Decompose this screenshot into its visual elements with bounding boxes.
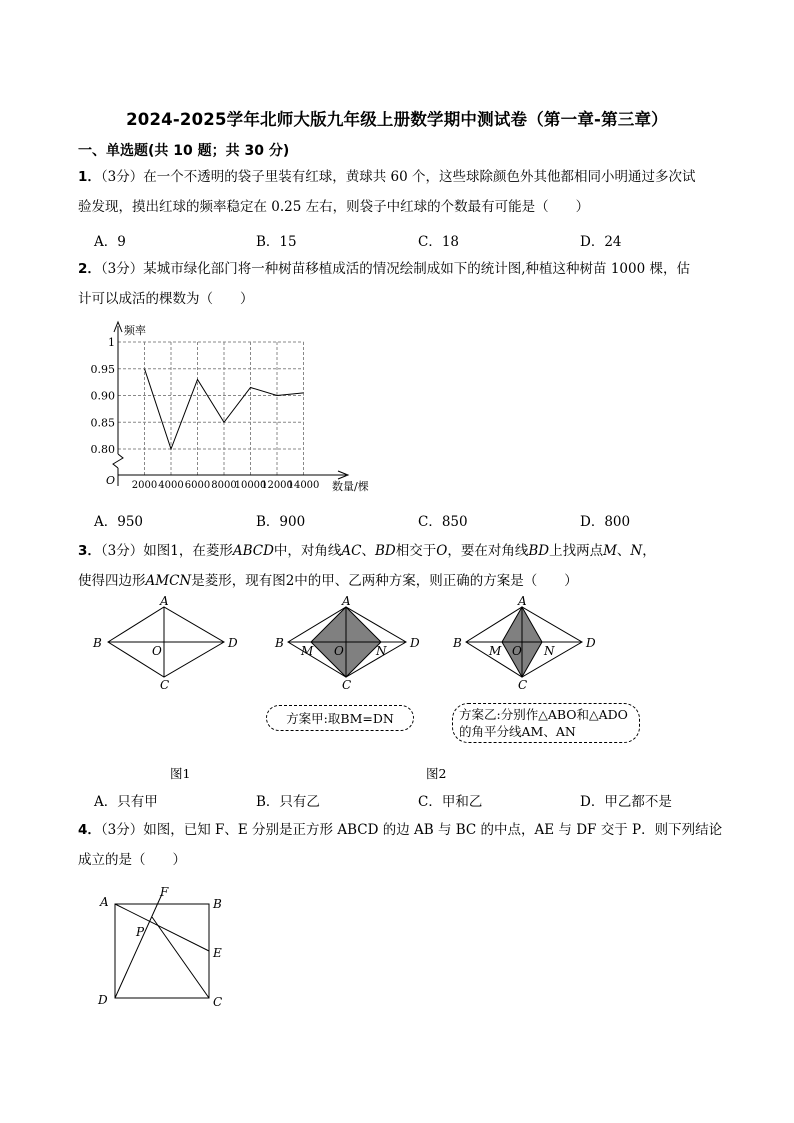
svg-text:N: N bbox=[376, 644, 387, 658]
svg-text:B: B bbox=[93, 636, 102, 650]
figure-2-plan-a bbox=[268, 592, 428, 692]
q4-line1 bbox=[78, 815, 750, 845]
origin-label: O bbox=[106, 474, 116, 487]
svg-text:C: C bbox=[518, 678, 528, 692]
frequency-line-chart bbox=[90, 318, 396, 498]
svg-text:M: M bbox=[301, 644, 314, 658]
q2-option-b: B．900 bbox=[256, 514, 306, 530]
svg-text:A: A bbox=[518, 594, 527, 608]
x-tick-label: 12000 bbox=[261, 480, 293, 491]
svg-text:C: C bbox=[342, 678, 352, 692]
q3-option-b: B．只有乙 bbox=[256, 794, 320, 810]
svg-text:N: N bbox=[544, 644, 555, 658]
svg-text:C: C bbox=[213, 995, 223, 1009]
q2-line2: 计可以成活的棵数为（ ） bbox=[78, 291, 254, 307]
x-tick-label: 2000 bbox=[131, 480, 158, 491]
question-4 bbox=[78, 815, 750, 875]
q3-option-c: C．甲和乙 bbox=[418, 794, 483, 810]
svg-text:B: B bbox=[453, 636, 462, 650]
page-title: 2024-2025学年北师大版九年级上册数学期中测试卷（第一章-第三章） bbox=[126, 110, 668, 129]
axis-break bbox=[113, 454, 123, 468]
question-3 bbox=[78, 536, 750, 596]
q3-option-a: A．只有甲 bbox=[94, 794, 158, 810]
q2-line1 bbox=[78, 254, 750, 284]
svg-text:P: P bbox=[136, 925, 145, 939]
q1-option-d: D．24 bbox=[580, 234, 622, 250]
q1-option-c: C．18 bbox=[418, 234, 460, 250]
section-heading: 一、单选题(共 10 题；共 30 分) bbox=[78, 143, 290, 159]
q1-number: 1． bbox=[78, 169, 101, 185]
plan-b-text-1: 方案乙:分别作△ABO和△ADO bbox=[459, 707, 628, 722]
q4-line2: 成立的是（ ） bbox=[78, 852, 186, 868]
svg-text:F: F bbox=[160, 885, 169, 899]
plan-b-text-2: 的角平分线AM、AN bbox=[459, 724, 576, 739]
chart-grid bbox=[118, 342, 304, 475]
svg-text:D: D bbox=[410, 636, 420, 650]
svg-text:C: C bbox=[160, 678, 170, 692]
q1-line2: 验发现，摸出红球的频率稳定在 0.25 左右，则袋子中红球的个数最有可能是（ ） bbox=[78, 199, 590, 215]
y-tick-label: 0.85 bbox=[90, 416, 115, 430]
y-tick-label: 0.95 bbox=[90, 362, 115, 376]
y-tick-labels bbox=[91, 336, 116, 456]
q4-text-1: （3分）如图，已知 F、E 分别是正方形 ABCD 的边 AB 与 BC 的中点，AE 与 DF 交于 P．则下列结论 bbox=[100, 822, 723, 838]
q2-text-1: （3分）某城市绿化部门将一种树苗移植成活的情况绘制成如下的统计图,种植这种树苗 1000 棵，估 bbox=[100, 261, 690, 277]
x-axis-label: 数量/棵 bbox=[332, 480, 369, 493]
plan-a-text: 方案甲:取BM=DN bbox=[286, 711, 394, 726]
svg-text:O: O bbox=[512, 644, 522, 658]
y-tick-label: 0.80 bbox=[90, 443, 115, 456]
figure-1-caption: 图1 bbox=[170, 766, 191, 781]
y-axis-label: 频率 bbox=[124, 324, 146, 337]
x-tick-label: 4000 bbox=[158, 480, 184, 491]
figure-2-plan-b bbox=[446, 592, 606, 692]
q2-number: 2． bbox=[78, 261, 101, 277]
svg-text:B: B bbox=[213, 897, 222, 911]
figure-2-caption: 图2 bbox=[426, 766, 447, 781]
plan-a-box bbox=[266, 705, 414, 731]
q3-number: 3． bbox=[78, 543, 101, 559]
x-tick-label: 10000 bbox=[234, 480, 267, 491]
figure-square bbox=[90, 884, 240, 1014]
q3-line1: 3．（3分）如图1，在菱形ABCD中，对角线AC、BD相交于O，要在对角线BD上找两点M、N， bbox=[78, 543, 656, 559]
plan-b-box bbox=[452, 703, 640, 743]
q4-number: 4． bbox=[78, 822, 101, 838]
q2-option-c: C．850 bbox=[418, 514, 468, 530]
x-tick-label: 14000 bbox=[287, 480, 320, 491]
y-tick-label: 0.90 bbox=[90, 389, 115, 403]
figure-1-rhombus bbox=[88, 592, 248, 692]
svg-text:A: A bbox=[342, 594, 351, 608]
q2-option-d: D．800 bbox=[580, 514, 631, 530]
question-2 bbox=[78, 254, 750, 314]
svg-text:O: O bbox=[334, 644, 344, 658]
svg-text:B: B bbox=[275, 636, 284, 650]
svg-text:A: A bbox=[160, 594, 169, 608]
q1-option-b: B．15 bbox=[256, 234, 297, 250]
svg-text:D: D bbox=[586, 636, 596, 650]
x-tick-label: 6000 bbox=[184, 480, 211, 491]
question-1 bbox=[78, 162, 750, 222]
svg-text:M: M bbox=[489, 644, 502, 658]
q1-text-1: （3分）在一个不透明的袋子里装有红球，黄球共 60 个，这些球除颜色外其他都相同小明通过多次试 bbox=[100, 169, 696, 185]
x-tick-label: 8000 bbox=[211, 480, 237, 491]
svg-text:A: A bbox=[100, 895, 109, 909]
svg-text:O: O bbox=[152, 644, 162, 658]
q1-line1 bbox=[78, 162, 750, 192]
svg-text:D: D bbox=[98, 993, 108, 1007]
x-tick-labels bbox=[132, 480, 320, 491]
q3-option-d: D．甲乙都不是 bbox=[580, 794, 672, 810]
q3-line2: 使得四边形AMCN是菱形，现有图2中的甲、乙两种方案，则正确的方案是（ ） bbox=[78, 573, 578, 589]
q2-option-a: A．950 bbox=[94, 514, 144, 530]
svg-text:D: D bbox=[228, 636, 238, 650]
svg-text:E: E bbox=[213, 946, 222, 960]
y-tick-label: 1 bbox=[108, 336, 115, 349]
q1-option-a: A．9 bbox=[94, 234, 126, 250]
